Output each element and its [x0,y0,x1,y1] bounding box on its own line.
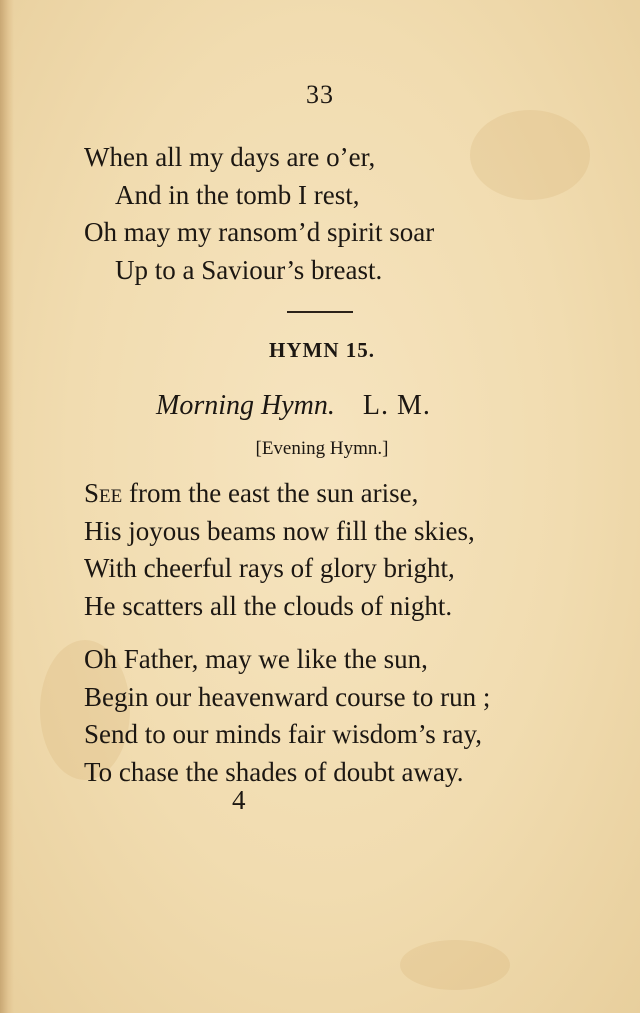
verse-lead-word: See [84,478,123,508]
hymn-title-row [156,390,431,422]
page-edge [0,0,14,1013]
hymn-heading: HYMN 15. [269,338,375,362]
hymn-alternate-title: [Evening Hymn.] [255,438,389,459]
signature-mark: 4 [232,785,246,815]
verse-line: With cheerful rays of glory bright, [84,553,455,583]
verse-line: Begin our heavenward course to run ; [84,681,491,712]
closing-stanza [84,139,434,289]
verse-line: Send to our minds fair wisdom’s ray, [84,719,482,749]
section-divider [287,311,353,313]
verse-line: He scatters all the clouds of night. [84,590,453,621]
hymn-tune-title: Morning Hymn. [156,390,335,421]
page-number: 33 [306,80,334,109]
verse-line: To chase the shades of doubt away. [84,756,464,787]
verse-line: Oh Father, may we like the sun, [84,644,428,674]
paper-stain [400,940,510,990]
hymn-stanza-2 [84,641,490,791]
verse-line: And in the tomb I rest, [115,179,360,210]
verse-line: When all my days are o’er, [84,142,376,172]
hymn-stanza-1 [84,475,475,625]
hymn-meter: L. M. [362,390,431,421]
verse-line: Oh may my ransom’d spirit soar [84,217,435,247]
paper-stain [470,110,590,200]
verse-line [84,475,475,513]
verse-line: Up to a Saviour’s breast. [115,254,383,285]
verse-line: His joyous beams now fill the skies, [84,515,475,546]
verse-line-text: from the east the sun arise, [122,478,419,508]
